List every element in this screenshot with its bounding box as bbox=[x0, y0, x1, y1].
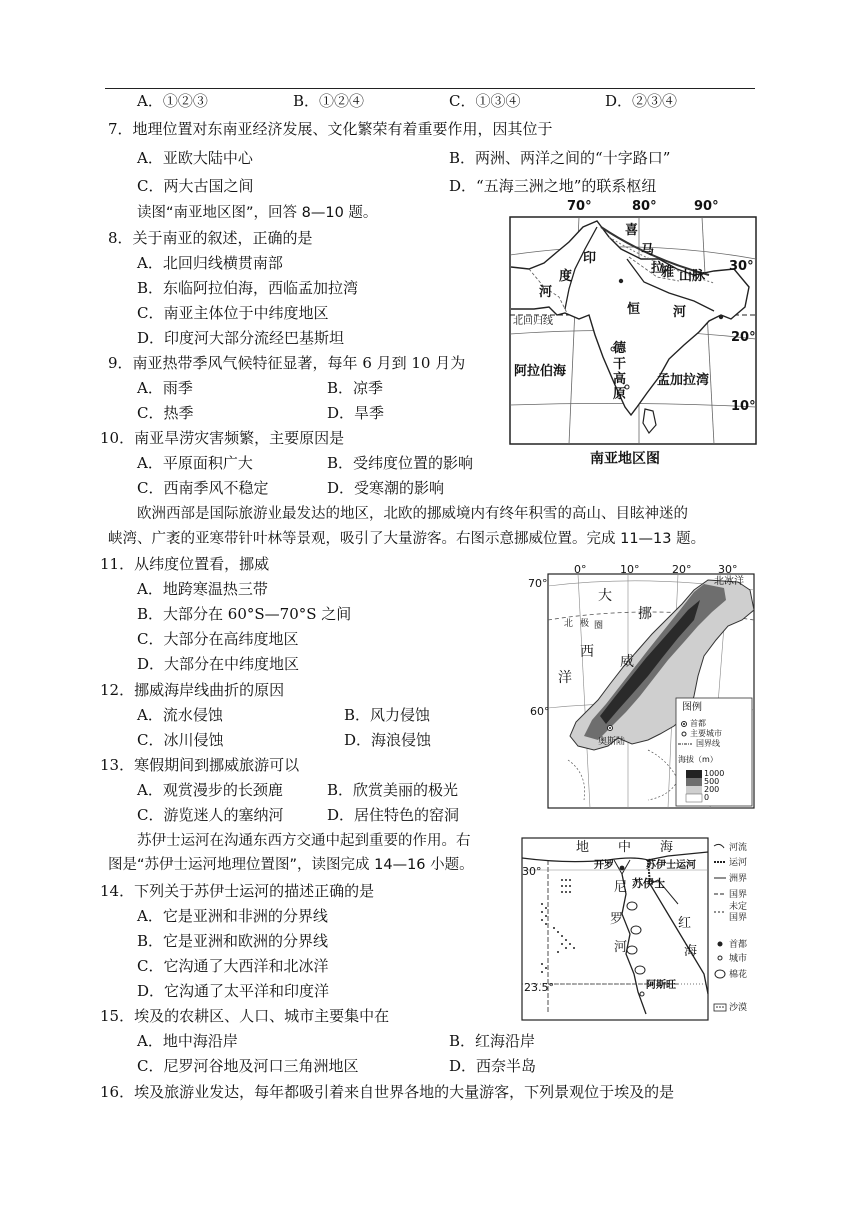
q12-option-c: C．冰川侵蚀 bbox=[137, 731, 224, 749]
legend-city: 城市 bbox=[729, 954, 748, 964]
legend-desert: 沙漠 bbox=[729, 1003, 748, 1013]
q14-option-b: B．它是亚洲和欧洲的分界线 bbox=[137, 932, 329, 950]
label-hong: 红 bbox=[678, 916, 692, 931]
tropic-label: 北回归线 bbox=[513, 316, 553, 327]
q11-option-d: D．大部分在中纬度地区 bbox=[137, 655, 300, 673]
label-he-ganges: 河 bbox=[673, 305, 687, 320]
label-suez-canal: 苏伊士运河 bbox=[646, 860, 696, 871]
q6-option-d: D．②③④ bbox=[605, 92, 678, 110]
legend-national-border: 国界 bbox=[729, 890, 748, 900]
label-aswan: 阿斯旺 bbox=[646, 980, 676, 991]
q16-stem: 16．埃及旅游业发达，每年都吸引着来自世界各地的大量游客，下列景观位于埃及的是 bbox=[100, 1083, 675, 1101]
label-du: 度 bbox=[559, 269, 573, 284]
label-heng: 恒 bbox=[627, 302, 641, 317]
legend-cotton: 棉花 bbox=[729, 970, 748, 980]
q14-stem: 14．下列关于苏伊士运河的描述正确的是 bbox=[100, 882, 375, 900]
suez-lat-23: 23.5° bbox=[524, 981, 554, 994]
q11-option-c: C．大部分在高纬度地区 bbox=[137, 630, 299, 648]
q8-option-b: B．东临阿拉伯海，西临孟加拉湾 bbox=[137, 279, 359, 297]
q14-option-c: C．它沟通了大西洋和北冰洋 bbox=[137, 957, 329, 975]
label-wei: 威 bbox=[620, 654, 634, 670]
legend-continent-border: 洲界 bbox=[729, 874, 748, 884]
lon-label-80: 80° bbox=[632, 199, 657, 214]
intro-11-13-line1: 欧洲西部是国际旅游业最发达的地区，北欧的挪威境内有终年积雪的高山、目眩神迷的 bbox=[137, 506, 688, 522]
no-lon-30: 30° bbox=[718, 563, 738, 576]
q6-option-c: C．①③④ bbox=[449, 92, 521, 110]
label-shanmai: 山脉 bbox=[679, 269, 706, 284]
lat-label-20: 20° bbox=[731, 330, 756, 345]
legend-border: 国界线 bbox=[696, 739, 720, 748]
label-hai-med: 海 bbox=[660, 840, 674, 855]
label-quan: 圈 bbox=[594, 621, 604, 631]
label-he: 河 bbox=[614, 940, 628, 955]
label-xi: 西 bbox=[580, 644, 594, 660]
label-di: 地 bbox=[576, 840, 590, 855]
elev-500: 500 bbox=[704, 777, 720, 786]
label-ma: 马 bbox=[641, 243, 655, 258]
q13-option-a: A．观赏漫步的长颈鹿 bbox=[137, 781, 283, 799]
south-asia-map bbox=[509, 197, 759, 447]
q15-stem: 15．埃及的农耕区、人口、城市主要集中在 bbox=[100, 1007, 390, 1025]
label-ya: 雅 bbox=[661, 265, 675, 280]
q13-option-c: C．游览迷人的塞纳河 bbox=[137, 806, 284, 824]
legend-river: 河流 bbox=[729, 843, 748, 853]
no-lon-20: 20° bbox=[672, 563, 692, 576]
legend-canal: 运河 bbox=[729, 858, 748, 868]
q15-option-a: A．地中海沿岸 bbox=[137, 1032, 238, 1050]
lon-label-90: 90° bbox=[694, 199, 719, 214]
q15-option-c: C．尼罗河谷地及河口三角洲地区 bbox=[137, 1057, 359, 1075]
q14-option-a: A．它是亚洲和非洲的分界线 bbox=[137, 907, 328, 925]
label-luo: 罗 bbox=[610, 912, 624, 927]
label-da: 大 bbox=[598, 588, 612, 604]
label-bay-of-bengal: 孟加拉湾 bbox=[657, 373, 710, 388]
q12-stem: 12．挪威海岸线曲折的原因 bbox=[100, 681, 285, 699]
legend-city: 主要城市 bbox=[690, 729, 722, 738]
label-la: 拉 bbox=[651, 261, 665, 276]
label-ni: 尼 bbox=[614, 880, 628, 895]
q13-option-b: B．欣赏美丽的极光 bbox=[327, 781, 459, 799]
no-lat-60: 60° bbox=[530, 705, 550, 718]
label-zhong: 中 bbox=[618, 840, 632, 855]
q12-option-b: B．风力侵蚀 bbox=[344, 706, 431, 724]
no-lon-10: 10° bbox=[620, 563, 640, 576]
label-yang: 洋 bbox=[558, 670, 572, 686]
label-xi: 喜 bbox=[625, 223, 639, 238]
q7-stem: 7．地理位置对东南亚经济发展、文化繁荣有着重要作用，因其位于 bbox=[108, 120, 553, 138]
q14-option-d: D．它沟通了太平洋和印度洋 bbox=[137, 982, 330, 1000]
elev-title: 海拔（m） bbox=[678, 755, 718, 764]
q10-option-c: C．西南季风不稳定 bbox=[137, 479, 269, 497]
q10-option-d: D．受寒潮的影响 bbox=[327, 479, 445, 497]
lat-label-30: 30° bbox=[729, 259, 754, 274]
legend-undetermined-border: 未定国界 bbox=[729, 902, 748, 923]
q15-option-b: B．红海沿岸 bbox=[449, 1032, 536, 1050]
label-he-indus: 河 bbox=[539, 285, 553, 300]
label-bei: 北 bbox=[564, 619, 574, 629]
q7-option-a: A．亚欧大陆中心 bbox=[137, 149, 253, 167]
lat-label-10: 10° bbox=[731, 399, 756, 414]
q9-stem: 9．南亚热带季风气候特征显著，每年 6 月到 10 月为 bbox=[108, 354, 466, 372]
q13-stem: 13．寒假期间到挪威旅游可以 bbox=[100, 756, 300, 774]
q15-option-d: D．西奈半岛 bbox=[449, 1057, 537, 1075]
label-arctic-ocean: 北冰洋 bbox=[714, 576, 744, 587]
intro-11-13-line2: 峡湾、广袤的亚寒带针叶林等景观，吸引了大量游客。右图示意挪威位置。完成 11—13 题。 bbox=[108, 531, 706, 547]
label-gao: 高 bbox=[613, 372, 627, 387]
q9-option-c: C．热季 bbox=[137, 404, 194, 422]
label-cairo: 开罗 bbox=[594, 860, 614, 871]
q11-option-b: B．大部分在 60°S—70°S 之间 bbox=[137, 605, 352, 623]
q6-option-b: B．①②④ bbox=[293, 92, 365, 110]
q12-option-d: D．海浪侵蚀 bbox=[344, 731, 432, 749]
q8-option-d: D．印度河大部分流经巴基斯坦 bbox=[137, 329, 345, 347]
q8-option-a: A．北回归线横贯南部 bbox=[137, 254, 283, 272]
label-ji: 极 bbox=[580, 619, 590, 629]
norway-map bbox=[528, 560, 756, 810]
q9-option-a: A．雨季 bbox=[137, 379, 193, 397]
q8-stem: 8．关于南亚的叙述，正确的是 bbox=[108, 229, 313, 247]
label-suez-city: 苏伊士 bbox=[632, 877, 665, 890]
label-nuo: 挪 bbox=[638, 606, 652, 622]
label-arabian-sea: 阿拉伯海 bbox=[514, 364, 567, 379]
intro-14-16-line2: 图是“苏伊士运河地理位置图”，读图完成 14—16 小题。 bbox=[108, 857, 474, 873]
header-rule bbox=[105, 88, 755, 89]
q11-option-a: A．地跨寒温热三带 bbox=[137, 580, 268, 598]
no-lat-70: 70° bbox=[528, 577, 548, 590]
lon-label-70: 70° bbox=[567, 199, 592, 214]
legend-capital: 首都 bbox=[729, 940, 748, 950]
label-oslo: 奥斯陆 bbox=[598, 737, 626, 747]
q10-option-a: A．平原面积广大 bbox=[137, 454, 253, 472]
legend-capital: 首都 bbox=[690, 719, 706, 728]
q10-option-b: B．受纬度位置的影响 bbox=[327, 454, 474, 472]
legend-title: 图例 bbox=[682, 702, 702, 713]
south-asia-map-caption: 南亚地区图 bbox=[590, 451, 660, 467]
intro-8-10: 读图“南亚地区图”，回答 8—10 题。 bbox=[137, 205, 378, 221]
label-yin: 印 bbox=[583, 251, 597, 266]
elev-200: 200 bbox=[704, 785, 720, 794]
label-yuan: 原 bbox=[613, 387, 627, 402]
q12-option-a: A．流水侵蚀 bbox=[137, 706, 223, 724]
q7-option-c: C．两大古国之间 bbox=[137, 177, 254, 195]
q13-option-d: D．居住特色的窑洞 bbox=[327, 806, 460, 824]
suez-lat-30: 30° bbox=[522, 865, 542, 878]
q9-option-b: B．凉季 bbox=[327, 379, 384, 397]
q10-stem: 10．南亚旱涝灾害频繁，主要原因是 bbox=[100, 429, 345, 447]
elev-0: 0 bbox=[704, 793, 710, 802]
label-gan: 干 bbox=[613, 357, 627, 372]
no-lon-0: 0° bbox=[574, 563, 587, 576]
q6-option-a: A．①②③ bbox=[137, 92, 208, 110]
elev-1000: 1000 bbox=[704, 769, 725, 778]
q7-option-d: D．“五海三洲之地”的联系枢纽 bbox=[449, 177, 657, 195]
suez-map bbox=[518, 834, 762, 1024]
q11-stem: 11．从纬度位置看，挪威 bbox=[100, 555, 270, 573]
label-de: 德 bbox=[613, 341, 627, 356]
q8-option-c: C．南亚主体位于中纬度地区 bbox=[137, 304, 329, 322]
label-hai-red: 海 bbox=[684, 944, 698, 959]
intro-14-16-line1: 苏伊士运河在沟通东西方交通中起到重要的作用。右 bbox=[137, 833, 471, 849]
q9-option-d: D．旱季 bbox=[327, 404, 385, 422]
q7-option-b: B．两洲、两洋之间的“十字路口” bbox=[449, 149, 671, 167]
